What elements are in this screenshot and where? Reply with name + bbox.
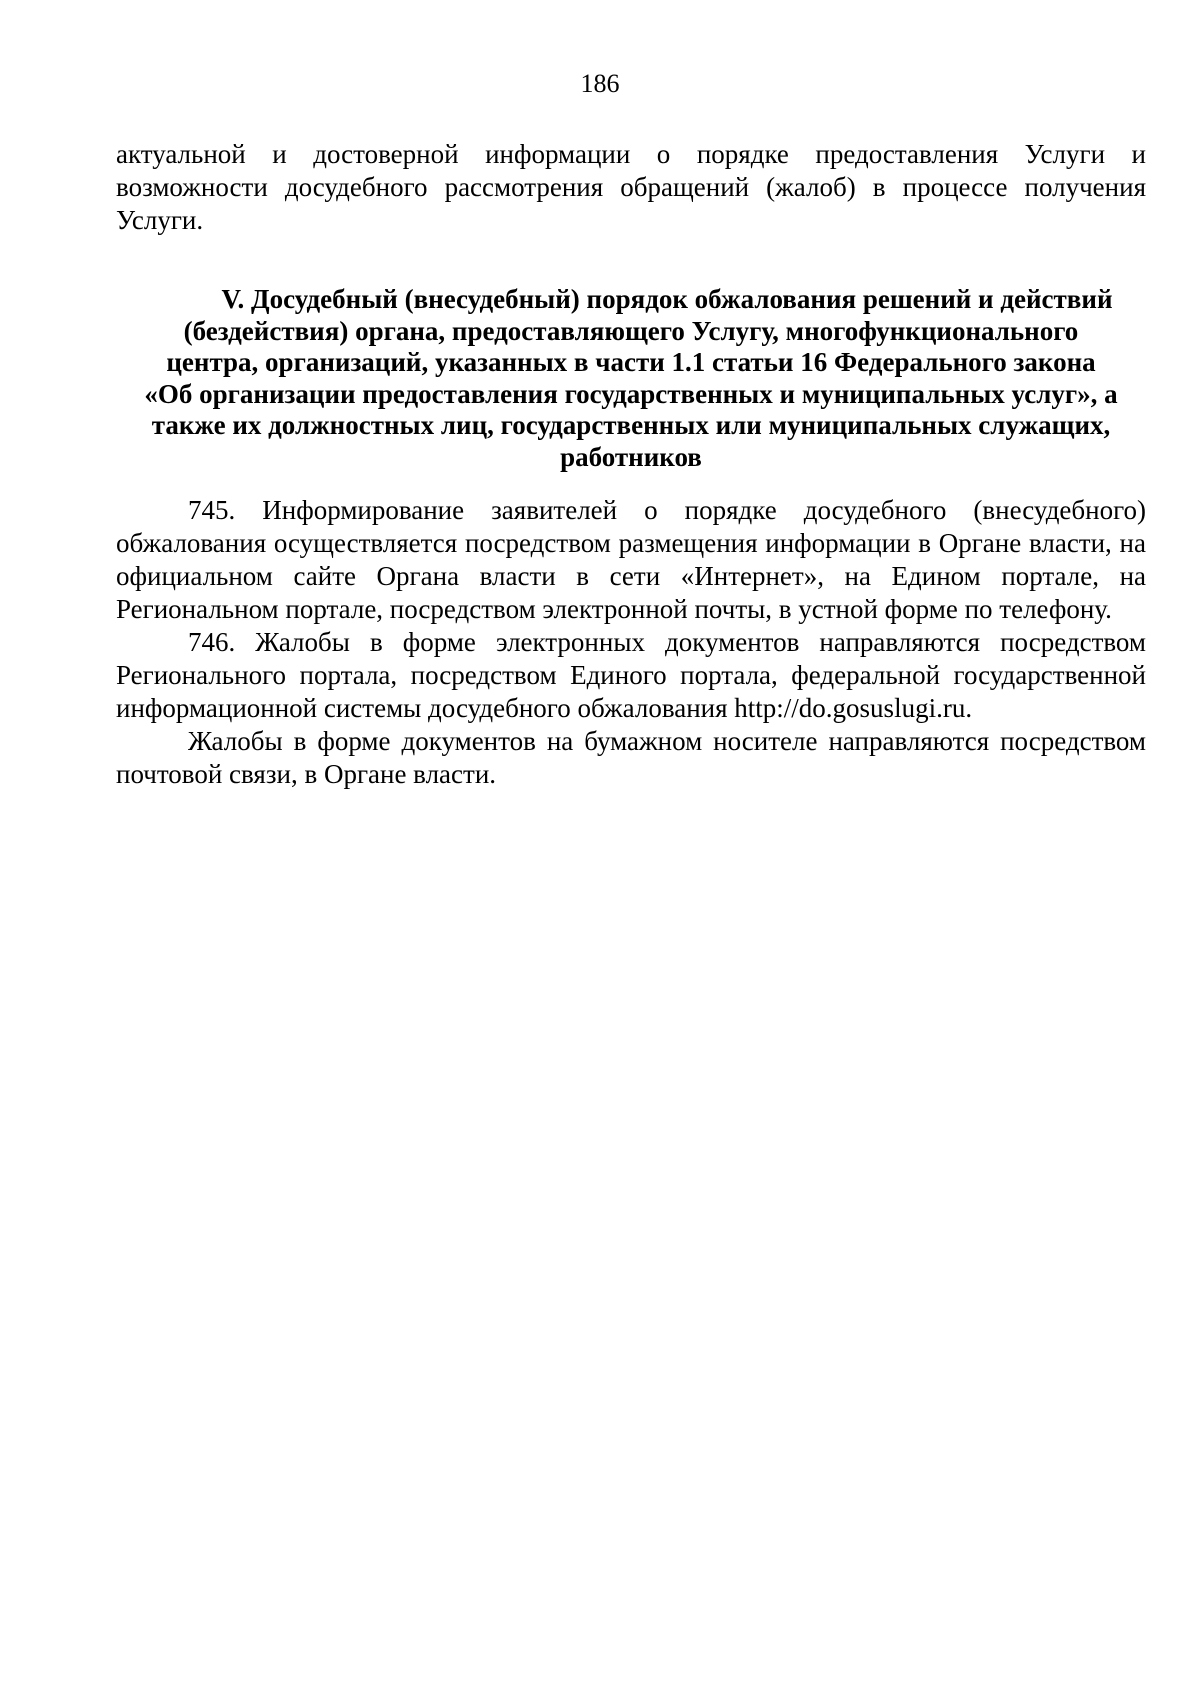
section-heading-line-6: работников	[560, 441, 702, 472]
section-body	[116, 494, 1146, 791]
section-heading-line-3: центра, организаций, указанных в части 1.1 статьи 16 Федерального закона	[166, 347, 1096, 377]
page-content	[116, 138, 1146, 791]
section-heading-line-2: (бездействия) органа, предоставляющего Услугу, многофункционального	[183, 315, 1079, 346]
paragraph-paper-complaints: Жалобы в форме документов на бумажном носителе направляются посредством почтовой связи, в Органе власти.	[116, 726, 1146, 789]
section-heading-line-5: также их должностных лиц, государственных или муниципальных служащих,	[151, 410, 1111, 440]
paragraph-745: 745. Информирование заявителей о порядке досудебного (внесудебного) обжалования осуществляется посредством размещения информации в Органе власти, на официальном сайте Органа власти в сети «Интернет», на Едином портале, на Региональном портале, посредством электронной почты, в устной форме по телефону.	[116, 495, 1146, 624]
section-heading	[116, 284, 1146, 473]
section-heading-line-4: «Об организации предоставления государственных и муниципальных услуг», а	[144, 378, 1118, 409]
paragraph-746: 746. Жалобы в форме электронных документов направляются посредством Регионального портала, посредством Единого портала, федеральной государственной информационной системы досудебного обжалования http://do.gosuslugi.ru.	[116, 627, 1146, 723]
section-heading-line-1: V. Досудебный (внесудебный) порядок обжалования решений и действий	[221, 284, 1113, 314]
intro-paragraph: актуальной и достоверной информации о порядке предоставления Услуги и возможности досудебного рассмотрения обращений (жалоб) в процессе получения Услуги.	[116, 139, 1146, 235]
page-number: 186	[580, 69, 620, 98]
